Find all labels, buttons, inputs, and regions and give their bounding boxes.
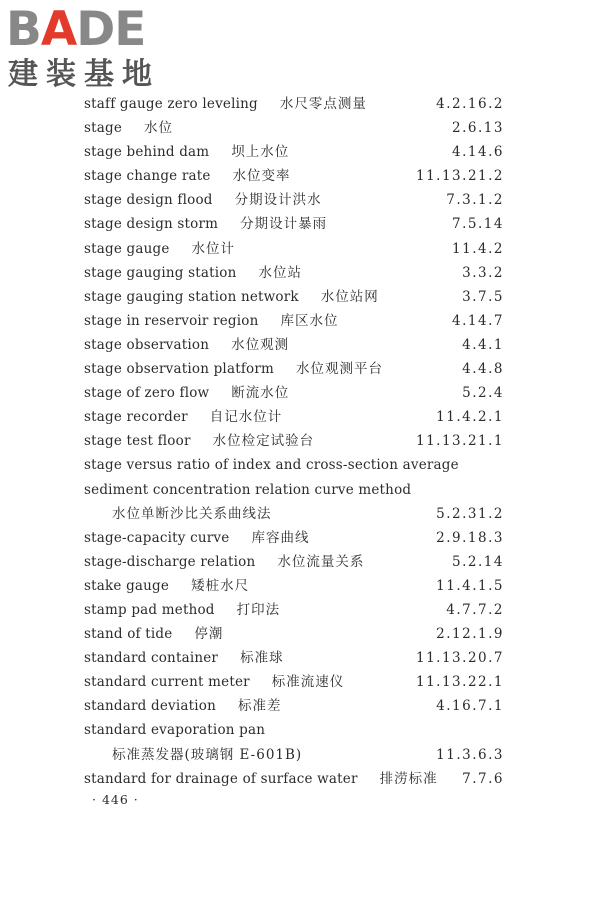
glossary-entry — [84, 164, 504, 188]
logo-wordmark: BADE — [6, 2, 146, 57]
entry-chinese-term: 库容曲线 — [251, 529, 310, 546]
glossary-entry — [84, 261, 504, 285]
entry-section-ref: 4.4.8 — [462, 361, 504, 378]
entry-section-ref: 4.16.7.1 — [436, 698, 504, 715]
entry-chinese-term: 水位检定试验台 — [212, 433, 315, 450]
glossary-entries — [84, 92, 504, 791]
entry-english-term: stage-capacity curve — [84, 529, 230, 546]
glossary-entry — [84, 381, 504, 405]
entry-english-term: stage observation platform — [84, 361, 275, 378]
entry-chinese-term: 水位站网 — [320, 288, 379, 305]
entry-english-term: standard container — [84, 650, 219, 667]
entry-section-ref: 2.6.13 — [452, 120, 504, 137]
entry-english-term: standard current meter — [84, 674, 250, 691]
entry-english-term: sediment concentration relation curve method — [84, 481, 412, 498]
entry-section-ref: 5.2.14 — [452, 553, 504, 570]
glossary-entry — [84, 598, 504, 622]
glossary-entry — [84, 309, 504, 333]
entry-section-ref: 3.7.5 — [462, 288, 504, 305]
glossary-entry — [84, 237, 504, 261]
entry-section-ref: 11.3.6.3 — [436, 746, 504, 763]
glossary-entry — [84, 92, 504, 116]
glossary-entry — [84, 212, 504, 236]
entry-section-ref: 5.2.31.2 — [436, 505, 504, 522]
entry-section-ref: 7.5.14 — [452, 216, 504, 233]
entry-chinese-term: 标准球 — [240, 650, 284, 667]
entry-chinese-term: 标准差 — [237, 698, 282, 715]
entry-english-term: standard for drainage of surface water — [84, 770, 358, 787]
bade-logo — [6, 4, 176, 94]
entry-chinese-term: 库区水位 — [280, 312, 339, 329]
entry-section-ref: 4.4.1 — [462, 336, 504, 353]
glossary-entry — [84, 453, 504, 477]
entry-section-ref: 11.13.22.1 — [416, 674, 504, 691]
entry-english-term: stage in reservoir region — [84, 312, 259, 329]
entry-section-ref: 3.3.2 — [462, 264, 504, 281]
entry-section-ref: 4.14.7 — [452, 312, 504, 329]
entry-english-term: stage observation — [84, 336, 210, 353]
glossary-entry — [84, 718, 504, 742]
entry-chinese-term: 停潮 — [194, 626, 224, 643]
entry-section-ref: 11.4.2 — [452, 240, 504, 257]
glossary-entry — [84, 478, 504, 502]
entry-chinese-term: 水位观测 — [231, 336, 290, 353]
entry-english-term: stage — [84, 120, 123, 137]
entry-english-term: stage gauging station — [84, 264, 237, 281]
entry-chinese-term: 坝上水位 — [231, 144, 290, 161]
entry-section-ref: 11.4.2.1 — [436, 409, 504, 426]
entry-english-term: stage design flood — [84, 192, 213, 209]
glossary-entry — [84, 405, 504, 429]
glossary-entry — [84, 116, 504, 140]
entry-english-term: staff gauge zero leveling — [84, 96, 258, 112]
entry-section-ref: 5.2.4 — [462, 385, 504, 402]
entry-chinese-term: 分期设计暴雨 — [240, 216, 328, 233]
glossary-entry — [84, 140, 504, 164]
entry-section-ref: 2.9.18.3 — [436, 529, 504, 546]
entry-english-term: stage change rate — [84, 168, 211, 185]
glossary-entry — [84, 646, 504, 670]
entry-section-ref: 2.12.1.9 — [436, 626, 504, 643]
glossary-entry — [84, 574, 504, 598]
glossary-entry — [84, 357, 504, 381]
entry-english-term: stage test floor — [84, 433, 191, 450]
entry-section-ref: 11.13.20.7 — [416, 650, 504, 667]
entry-chinese-term: 标准蒸发器(玻璃钢 E-601B) — [112, 746, 303, 763]
entry-chinese-term: 打印法 — [236, 601, 281, 618]
glossary-entry — [84, 743, 504, 767]
entry-chinese-term: 水位单断沙比关系曲线法 — [112, 505, 272, 522]
entry-chinese-term: 水位流量关系 — [277, 553, 365, 570]
entry-english-term: stage-discharge relation — [84, 553, 256, 570]
entry-chinese-term: 自记水位计 — [209, 409, 283, 426]
glossary-entry — [84, 694, 504, 718]
entry-english-term: stage design storm — [84, 216, 219, 233]
entry-chinese-term: 水位观测平台 — [296, 361, 384, 378]
entry-chinese-term: 水位站 — [258, 264, 302, 281]
entry-chinese-term: 水位 — [144, 120, 174, 137]
entry-section-ref: 11.4.1.5 — [436, 577, 504, 594]
glossary-entry — [84, 526, 504, 550]
glossary-entry — [84, 333, 504, 357]
entry-chinese-term: 标准流速仪 — [271, 674, 345, 691]
entry-section-ref: 7.7.6 — [462, 770, 504, 787]
entry-english-term: stamp pad method — [84, 601, 215, 618]
entry-english-term: standard deviation — [84, 698, 216, 715]
page-number: · 446 · — [92, 792, 139, 807]
glossary-entry — [84, 622, 504, 646]
entry-english-term: stage recorder — [84, 409, 188, 426]
entry-english-term: stage gauge — [84, 240, 170, 257]
entry-chinese-term: 水位变率 — [232, 168, 291, 185]
logo-subtitle: 建装基地 — [8, 57, 160, 92]
entry-section-ref: 11.13.21.2 — [416, 168, 504, 185]
entry-chinese-term: 水尺零点测量 — [279, 96, 367, 112]
entry-english-term: stage behind dam — [84, 144, 210, 161]
glossary-entry — [84, 502, 504, 526]
entry-english-term: stage gauging station network — [84, 288, 299, 305]
entry-chinese-term: 矮桩水尺 — [191, 577, 250, 594]
entry-chinese-term: 断流水位 — [231, 385, 290, 402]
glossary-entry — [84, 550, 504, 574]
entry-english-term: stake gauge — [84, 577, 170, 594]
entry-chinese-term: 水位计 — [191, 240, 236, 257]
glossary-entry — [84, 767, 504, 791]
entry-section-ref: 7.3.1.2 — [446, 192, 504, 209]
glossary-entry — [84, 188, 504, 212]
entry-english-term: standard evaporation pan — [84, 722, 266, 739]
entry-english-term: stand of tide — [84, 626, 173, 643]
entry-chinese-term: 排涝标准 — [379, 770, 438, 787]
entry-english-term: stage of zero flow — [84, 385, 210, 402]
glossary-entry — [84, 670, 504, 694]
entry-chinese-term: 分期设计洪水 — [234, 192, 322, 209]
entry-section-ref: 11.13.21.1 — [416, 433, 504, 450]
entry-section-ref: 4.2.16.2 — [436, 96, 504, 112]
entry-section-ref: 4.14.6 — [452, 144, 504, 161]
glossary-entry — [84, 429, 504, 453]
entry-section-ref: 4.7.7.2 — [446, 601, 504, 618]
entry-english-term: stage versus ratio of index and cross-section average — [84, 457, 459, 474]
glossary-entry — [84, 285, 504, 309]
